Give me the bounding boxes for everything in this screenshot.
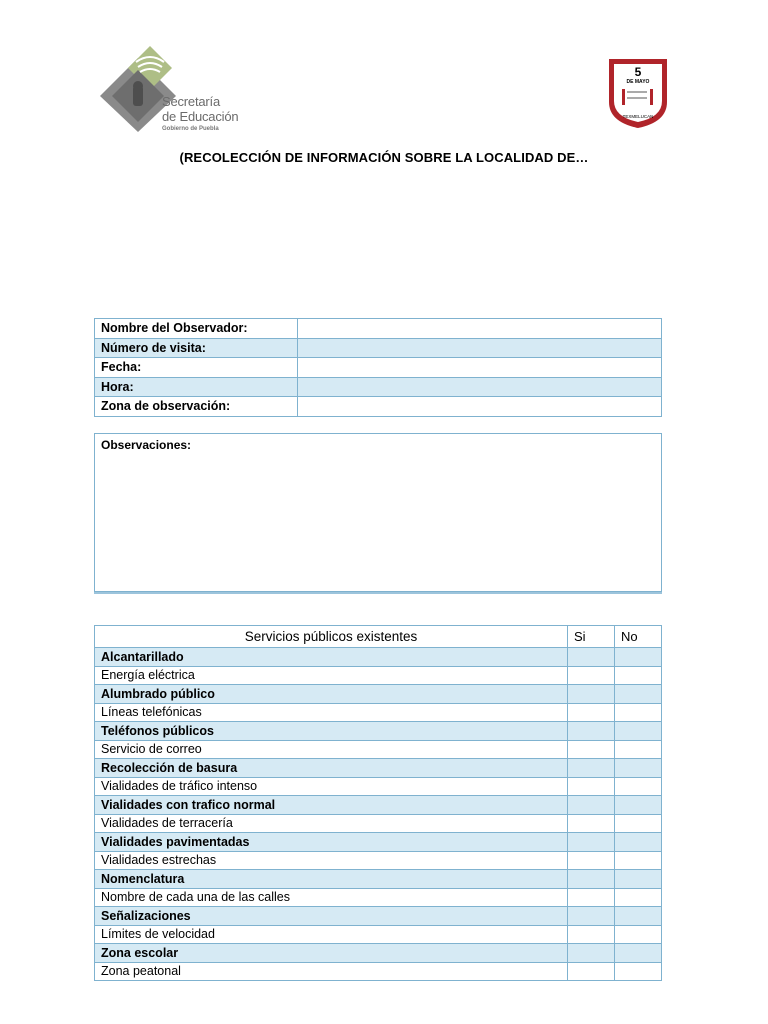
si-checkbox-cell[interactable] bbox=[568, 740, 615, 759]
info-label: Fecha: bbox=[95, 358, 298, 378]
no-checkbox-cell[interactable] bbox=[615, 722, 662, 741]
info-row bbox=[95, 397, 662, 417]
si-checkbox-cell[interactable] bbox=[568, 870, 615, 889]
service-row bbox=[95, 833, 662, 852]
sep-logo-text bbox=[162, 94, 238, 132]
si-checkbox-cell[interactable] bbox=[568, 722, 615, 741]
no-checkbox-cell[interactable] bbox=[615, 833, 662, 852]
no-checkbox-cell[interactable] bbox=[615, 870, 662, 889]
si-checkbox-cell[interactable] bbox=[568, 685, 615, 704]
service-label: Límites de velocidad bbox=[95, 925, 568, 944]
service-label: Servicio de correo bbox=[95, 740, 568, 759]
no-checkbox-cell[interactable] bbox=[615, 888, 662, 907]
service-row bbox=[95, 685, 662, 704]
no-checkbox-cell[interactable] bbox=[615, 740, 662, 759]
info-row bbox=[95, 358, 662, 378]
si-checkbox-cell[interactable] bbox=[568, 666, 615, 685]
observations-box[interactable] bbox=[94, 433, 662, 592]
si-column-header: Si bbox=[568, 626, 615, 648]
info-value-field[interactable] bbox=[298, 358, 662, 378]
no-checkbox-cell[interactable] bbox=[615, 851, 662, 870]
si-checkbox-cell[interactable] bbox=[568, 796, 615, 815]
no-checkbox-cell[interactable] bbox=[615, 944, 662, 963]
info-label: Nombre del Observador: bbox=[95, 319, 298, 339]
si-checkbox-cell[interactable] bbox=[568, 759, 615, 778]
info-value-field[interactable] bbox=[298, 319, 662, 339]
no-checkbox-cell[interactable] bbox=[615, 814, 662, 833]
service-label: Señalizaciones bbox=[95, 907, 568, 926]
service-label: Vialidades de tráfico intenso bbox=[95, 777, 568, 796]
si-checkbox-cell[interactable] bbox=[568, 888, 615, 907]
sep-line1: Secretaría bbox=[162, 94, 220, 109]
service-row bbox=[95, 851, 662, 870]
service-label: Líneas telefónicas bbox=[95, 703, 568, 722]
no-checkbox-cell[interactable] bbox=[615, 962, 662, 981]
service-label: Alcantarillado bbox=[95, 648, 568, 667]
sep-subtitle: Gobierno de Puebla bbox=[162, 126, 219, 132]
service-label: Zona escolar bbox=[95, 944, 568, 963]
service-row bbox=[95, 814, 662, 833]
service-row bbox=[95, 740, 662, 759]
service-row bbox=[95, 648, 662, 667]
info-value-field[interactable] bbox=[298, 377, 662, 397]
si-checkbox-cell[interactable] bbox=[568, 962, 615, 981]
service-row bbox=[95, 666, 662, 685]
info-row bbox=[95, 319, 662, 339]
services-table bbox=[94, 625, 662, 981]
no-checkbox-cell[interactable] bbox=[615, 666, 662, 685]
info-row bbox=[95, 377, 662, 397]
observer-info-table bbox=[94, 318, 662, 417]
service-row bbox=[95, 759, 662, 778]
no-checkbox-cell[interactable] bbox=[615, 685, 662, 704]
si-checkbox-cell[interactable] bbox=[568, 703, 615, 722]
si-checkbox-cell[interactable] bbox=[568, 814, 615, 833]
no-checkbox-cell[interactable] bbox=[615, 777, 662, 796]
info-value-field[interactable] bbox=[298, 338, 662, 358]
service-label: Energía eléctrica bbox=[95, 666, 568, 685]
si-checkbox-cell[interactable] bbox=[568, 648, 615, 667]
si-checkbox-cell[interactable] bbox=[568, 944, 615, 963]
no-checkbox-cell[interactable] bbox=[615, 796, 662, 815]
si-checkbox-cell[interactable] bbox=[568, 907, 615, 926]
service-row bbox=[95, 944, 662, 963]
info-label: Número de visita: bbox=[95, 338, 298, 358]
si-checkbox-cell[interactable] bbox=[568, 777, 615, 796]
no-checkbox-cell[interactable] bbox=[615, 907, 662, 926]
si-checkbox-cell[interactable] bbox=[568, 833, 615, 852]
document-title: (RECOLECCIÓN DE INFORMACIÓN SOBRE LA LOCALIDAD DE… bbox=[179, 150, 589, 165]
service-row bbox=[95, 888, 662, 907]
service-row bbox=[95, 962, 662, 981]
info-row bbox=[95, 338, 662, 358]
service-row bbox=[95, 703, 662, 722]
observations-label: Observaciones: bbox=[101, 438, 192, 452]
service-label: Vialidades con trafico normal bbox=[95, 796, 568, 815]
service-label: Teléfonos públicos bbox=[95, 722, 568, 741]
sep-line2: de Educación bbox=[162, 109, 239, 124]
no-checkbox-cell[interactable] bbox=[615, 925, 662, 944]
service-row bbox=[95, 870, 662, 889]
si-checkbox-cell[interactable] bbox=[568, 851, 615, 870]
service-row bbox=[95, 907, 662, 926]
si-checkbox-cell[interactable] bbox=[568, 925, 615, 944]
school-name: DE MAYO bbox=[626, 79, 650, 85]
service-label: Nombre de cada una de las calles bbox=[95, 888, 568, 907]
service-row bbox=[95, 796, 662, 815]
no-checkbox-cell[interactable] bbox=[615, 648, 662, 667]
school-city: TEXMELUCAN bbox=[622, 114, 654, 119]
service-row bbox=[95, 722, 662, 741]
service-row bbox=[95, 777, 662, 796]
service-label: Nomenclatura bbox=[95, 870, 568, 889]
service-label: Alumbrado público bbox=[95, 685, 568, 704]
no-column-header: No bbox=[615, 626, 662, 648]
service-row bbox=[95, 925, 662, 944]
school-number: 5 bbox=[634, 65, 642, 79]
service-label: Vialidades pavimentadas bbox=[95, 833, 568, 852]
services-header-row bbox=[95, 626, 662, 648]
no-checkbox-cell[interactable] bbox=[615, 759, 662, 778]
service-label: Recolección de basura bbox=[95, 759, 568, 778]
info-label: Hora: bbox=[95, 377, 298, 397]
school-shield-icon bbox=[606, 56, 670, 130]
services-column-header: Servicios públicos existentes bbox=[95, 626, 568, 648]
info-label: Zona de observación: bbox=[95, 397, 298, 417]
no-checkbox-cell[interactable] bbox=[615, 703, 662, 722]
service-label: Vialidades de terracería bbox=[95, 814, 568, 833]
service-label: Zona peatonal bbox=[95, 962, 568, 981]
info-value-field[interactable] bbox=[298, 397, 662, 417]
service-label: Vialidades estrechas bbox=[95, 851, 568, 870]
